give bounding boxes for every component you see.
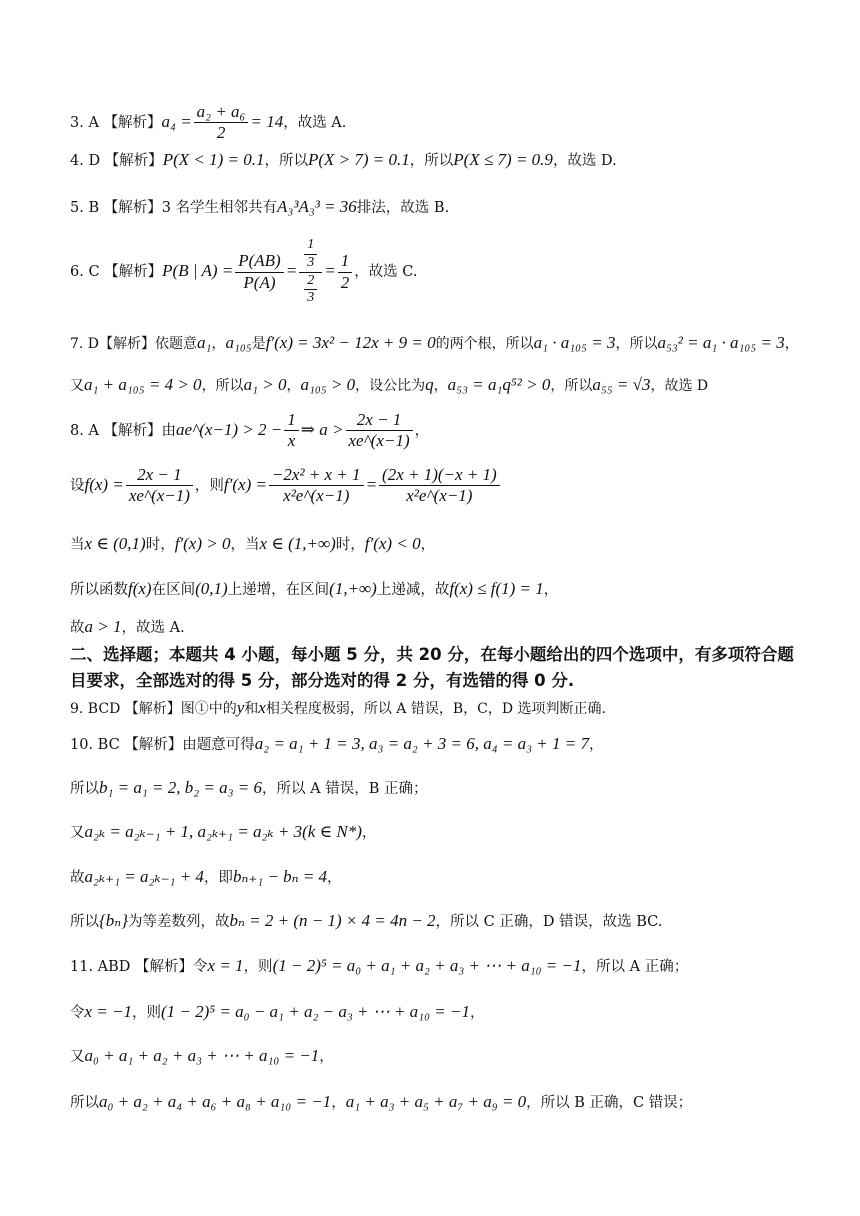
answer-10-line-2 — [70, 778, 428, 798]
text: ，所以 — [201, 378, 244, 394]
text: 故 — [70, 620, 85, 636]
fraction-numerator: 1 — [340, 251, 350, 271]
answer-7-line-2 — [70, 375, 708, 395]
fraction-numerator: −2x² + x + 1 — [271, 465, 361, 484]
answer-8-line-1 — [70, 410, 429, 452]
text: 上递增，在区间 — [227, 582, 330, 598]
section-2-heading: 二、选择题；本题共 4 小题，每小题 5 分，共 20 分，在每小题给出的四个选项中，有多项符合题目要求，全部选对的得 5 分，部分选对的得 2 分，有选错的得 0 分. — [70, 645, 794, 690]
math-term: bₙ = 2 + (n − 1) × 4 = 4n − 2 — [229, 911, 436, 930]
fraction-denominator: x — [287, 431, 296, 451]
text: ，故选 D — [650, 378, 709, 394]
math-term: a₀ + a₂ + a₄ + a₆ + a₈ + a₁₀ = −1 — [99, 1092, 332, 1111]
answer-3-fraction — [194, 102, 249, 144]
text: 为等差数列，故 — [128, 914, 230, 930]
answer-5 — [70, 197, 449, 217]
math-term: bₙ₊₁ − bₙ = 4 — [232, 867, 328, 886]
text: 相关程度极弱，所以 A 错误，B，C，D 选项判断正确. — [265, 701, 606, 717]
fraction — [284, 410, 299, 452]
text: 所以 — [70, 1095, 99, 1111]
text: ， — [361, 825, 377, 841]
math-term: a₅₃ = a₁q⁵² > 0 — [447, 375, 551, 394]
math-term: a₂ = a₁ + 1 = 3, a₃ = a₂ + 3 = 6, a₄ = a₃ + 1 = 7 — [254, 734, 590, 753]
text: 设 — [70, 477, 85, 494]
answer-11-prefix: 11. ABD 【解析】令 — [70, 959, 208, 975]
answer-3-suffix: ，故选 A. — [283, 114, 347, 131]
math-term: a > 1 — [84, 617, 122, 636]
answer-4-math: P(X > 7) = 0.1 — [307, 150, 410, 169]
fraction — [379, 465, 500, 507]
answer-10-line-4 — [70, 867, 342, 887]
math-term: ae^(x−1) > 2 − — [176, 419, 283, 439]
text: 和 — [244, 701, 259, 717]
text: 又 — [70, 378, 84, 394]
answer-5-prefix: 5. B 【解析】3 名学生相邻共有 — [70, 200, 278, 216]
fraction-denominator: x²e^(x−1) — [406, 486, 473, 506]
text: ， — [211, 336, 226, 352]
text: ，则 — [132, 1005, 161, 1021]
text: 上递减，故 — [376, 582, 450, 598]
math-term: f(x) ≤ f(1) = 1 — [449, 579, 544, 598]
math-term: (1 − 2)⁵ = a₀ − a₁ + a₂ − a₃ + ⋯ + a₁₀ = −1 — [161, 1002, 470, 1021]
answer-4 — [70, 150, 617, 170]
text: ，所以 — [550, 378, 593, 394]
text: 所以 — [70, 781, 99, 797]
answer-10-line-3 — [70, 822, 376, 842]
text: ， — [784, 336, 799, 352]
answer-4-text: ，所以 — [264, 153, 308, 169]
answer-8-line-2 — [70, 465, 502, 507]
math-term: (0,1) — [195, 579, 228, 598]
text: ，所以 A 正确； — [581, 959, 689, 975]
text: 又 — [70, 825, 85, 841]
fraction-numerator: 2x − 1 — [356, 410, 402, 429]
answer-9 — [70, 698, 606, 718]
math-term: a₅₅ = √3 — [592, 375, 651, 394]
answer-7-prefix: 7. D【解析】依题意 — [70, 336, 198, 352]
fraction-numerator: 1 — [287, 410, 296, 429]
answer-3-prefix: 3. A 【解析】 — [70, 114, 162, 131]
math-term: ⇒ a > — [300, 419, 344, 439]
text: ， — [433, 378, 448, 394]
answer-10-line-5 — [70, 911, 662, 931]
text: ，所以 B 正确，C 错误； — [526, 1095, 693, 1111]
text: 又 — [70, 1049, 85, 1065]
text: ，所以 C 正确，D 错误，故选 BC. — [435, 914, 663, 930]
math-term: a₁₀₅ > 0 — [300, 375, 356, 394]
text: ， — [469, 1005, 485, 1021]
math-term: x = −1 — [84, 1002, 132, 1021]
text: ， — [331, 1095, 346, 1111]
math-term: f(x) — [128, 579, 152, 598]
text: ，即 — [203, 870, 233, 886]
fraction-denominator: 3 — [307, 290, 315, 306]
math-term: a₁ > 0 — [243, 375, 287, 394]
math-term: f′(x) < 0 — [364, 534, 421, 553]
answer-4-text: ，所以 — [409, 153, 454, 169]
text: 令 — [70, 1005, 85, 1021]
math-term: a₀ + a₁ + a₂ + a₃ + ⋯ + a₁₀ = −1 — [84, 1046, 320, 1065]
answer-11-line-3 — [70, 1046, 334, 1066]
math-term: a₁ · a₁₀₅ = 3 — [533, 333, 616, 352]
answer-11-line-1 — [70, 956, 688, 976]
text: ，则 — [243, 959, 273, 975]
math-term: y — [236, 698, 245, 717]
fraction-numerator: 2 — [307, 272, 315, 288]
math-term: b₁ = a₁ = 2, b₂ = a₃ = 6 — [99, 778, 263, 797]
text: 是 — [251, 336, 266, 352]
text: 所以 — [70, 914, 99, 930]
math-term: f(x) = — [84, 474, 124, 494]
text: ， — [327, 870, 342, 886]
fraction-denominator: 3 — [307, 254, 315, 270]
text: 当 — [70, 537, 85, 553]
math-term: x ∈ (0,1) — [84, 534, 146, 553]
text: ， — [414, 422, 430, 439]
math-term: x — [258, 698, 266, 717]
fraction-denominator: xe^(x−1) — [348, 431, 410, 451]
answer-3 — [70, 102, 346, 144]
answer-4-math: P(X < 1) = 0.1 — [162, 150, 265, 169]
answer-5-suffix: 排法，故选 B. — [356, 200, 450, 216]
answer-4-math: P(X ≤ 7) = 0.9 — [453, 150, 553, 169]
answer-3-rhs: = 14 — [250, 111, 284, 131]
text: ，所以 A 错误，B 正确； — [262, 781, 428, 797]
text: ， — [543, 582, 559, 598]
fraction-numerator: a₂ + a₆ — [196, 102, 246, 121]
text: ， — [319, 1049, 334, 1065]
equals-sign: = — [324, 261, 336, 281]
fraction-denominator: xe^(x−1) — [128, 486, 190, 506]
math-term: x ∈ (1,+∞) — [259, 534, 336, 553]
answer-6-lhs: P(B | A) = — [162, 261, 234, 281]
math-term: f′(x) > 0 — [174, 534, 231, 553]
answer-10-prefix: 10. BC 【解析】由题意可得 — [70, 737, 255, 753]
fraction-denominator: P(A) — [243, 272, 276, 292]
math-term: (1 − 2)⁵ = a₀ + a₁ + a₂ + a₃ + ⋯ + a₁₀ = −1 — [272, 956, 582, 975]
text: 故 — [70, 870, 85, 886]
fraction-denominator: x²e^(x−1) — [283, 486, 350, 506]
math-term: a₁ + a₁₀₅ = 4 > 0 — [84, 375, 202, 394]
text: ，所以 — [615, 336, 658, 352]
math-term: f′(x) = — [223, 474, 267, 494]
answer-8-line-3 — [70, 534, 435, 554]
inner-fraction-bottom — [301, 273, 320, 308]
fraction — [346, 410, 413, 452]
text: ，则 — [194, 477, 224, 494]
fraction — [269, 465, 364, 507]
answer-9-prefix: 9. BCD 【解析】图①中的 — [70, 701, 237, 717]
text: ，当 — [230, 537, 260, 553]
answer-4-suffix: ，故选 D. — [552, 153, 617, 169]
text: ，故选 A. — [121, 620, 185, 636]
answer-8-prefix: 8. A 【解析】由 — [70, 422, 177, 439]
fraction-numerator: P(AB) — [238, 251, 281, 271]
text: 在区间 — [151, 582, 196, 598]
math-term: a₁₀₅ — [225, 333, 252, 352]
answer-5-math: A₃³A₃³ = 36 — [277, 197, 357, 216]
answer-11-line-2 — [70, 1002, 484, 1022]
text: 所以函数 — [70, 582, 128, 598]
fraction — [126, 465, 193, 507]
answer-6-compound-fraction — [299, 237, 322, 307]
fraction-numerator: (2x + 1)(−x + 1) — [382, 465, 497, 484]
equals-sign: = — [285, 261, 298, 281]
fraction-numerator: 2x − 1 — [137, 465, 182, 484]
math-term: a₁ + a₃ + a₅ + a₇ + a₉ = 0 — [345, 1092, 527, 1111]
math-term: a₁ — [197, 333, 212, 352]
math-term: {bₙ} — [99, 911, 128, 930]
fraction-denominator: 2 — [216, 123, 226, 143]
math-term: a₂ₖ₊₁ = a₂ₖ₋₁ + 4 — [84, 867, 204, 886]
answer-7-line-1 — [70, 333, 799, 353]
answer-8-line-5 — [70, 617, 185, 637]
text: ， — [286, 378, 301, 394]
math-term: q — [425, 375, 434, 394]
math-term: a₂ₖ = a₂ₖ₋₁ + 1, a₂ₖ₊₁ = a₂ₖ + 3(k ∈ N*) — [84, 822, 362, 841]
text: ，设公比为 — [355, 378, 426, 394]
math-term: (1,+∞) — [329, 579, 377, 598]
text: ， — [589, 737, 604, 753]
answer-6-prefix: 6. C 【解析】 — [70, 264, 163, 281]
inner-fraction-top — [301, 237, 320, 272]
math-term: x = 1 — [207, 956, 244, 975]
answer-4-prefix: 4. D 【解析】 — [70, 153, 163, 169]
text: 时， — [145, 537, 175, 553]
answer-6-fraction — [235, 251, 283, 293]
answer-3-lhs: a₄ = — [161, 111, 192, 131]
answer-10-line-1 — [70, 734, 604, 754]
answer-8-line-4 — [70, 579, 558, 599]
text: 的两个根，所以 — [435, 336, 534, 352]
text: 时， — [335, 537, 365, 553]
fraction-numerator: 1 — [307, 237, 315, 252]
fraction-denominator: 2 — [340, 272, 350, 292]
math-term: a₅₃² = a₁ · a₁₀₅ = 3 — [657, 333, 785, 352]
text: ， — [420, 537, 436, 553]
math-term: f′(x) = 3x² − 12x + 9 = 0 — [265, 333, 436, 352]
answer-6 — [70, 237, 417, 307]
answer-6-result-fraction — [338, 251, 353, 293]
answer-11-line-4 — [70, 1092, 692, 1112]
equals-sign: = — [365, 474, 378, 494]
answer-6-suffix: ，故选 C. — [354, 264, 418, 281]
